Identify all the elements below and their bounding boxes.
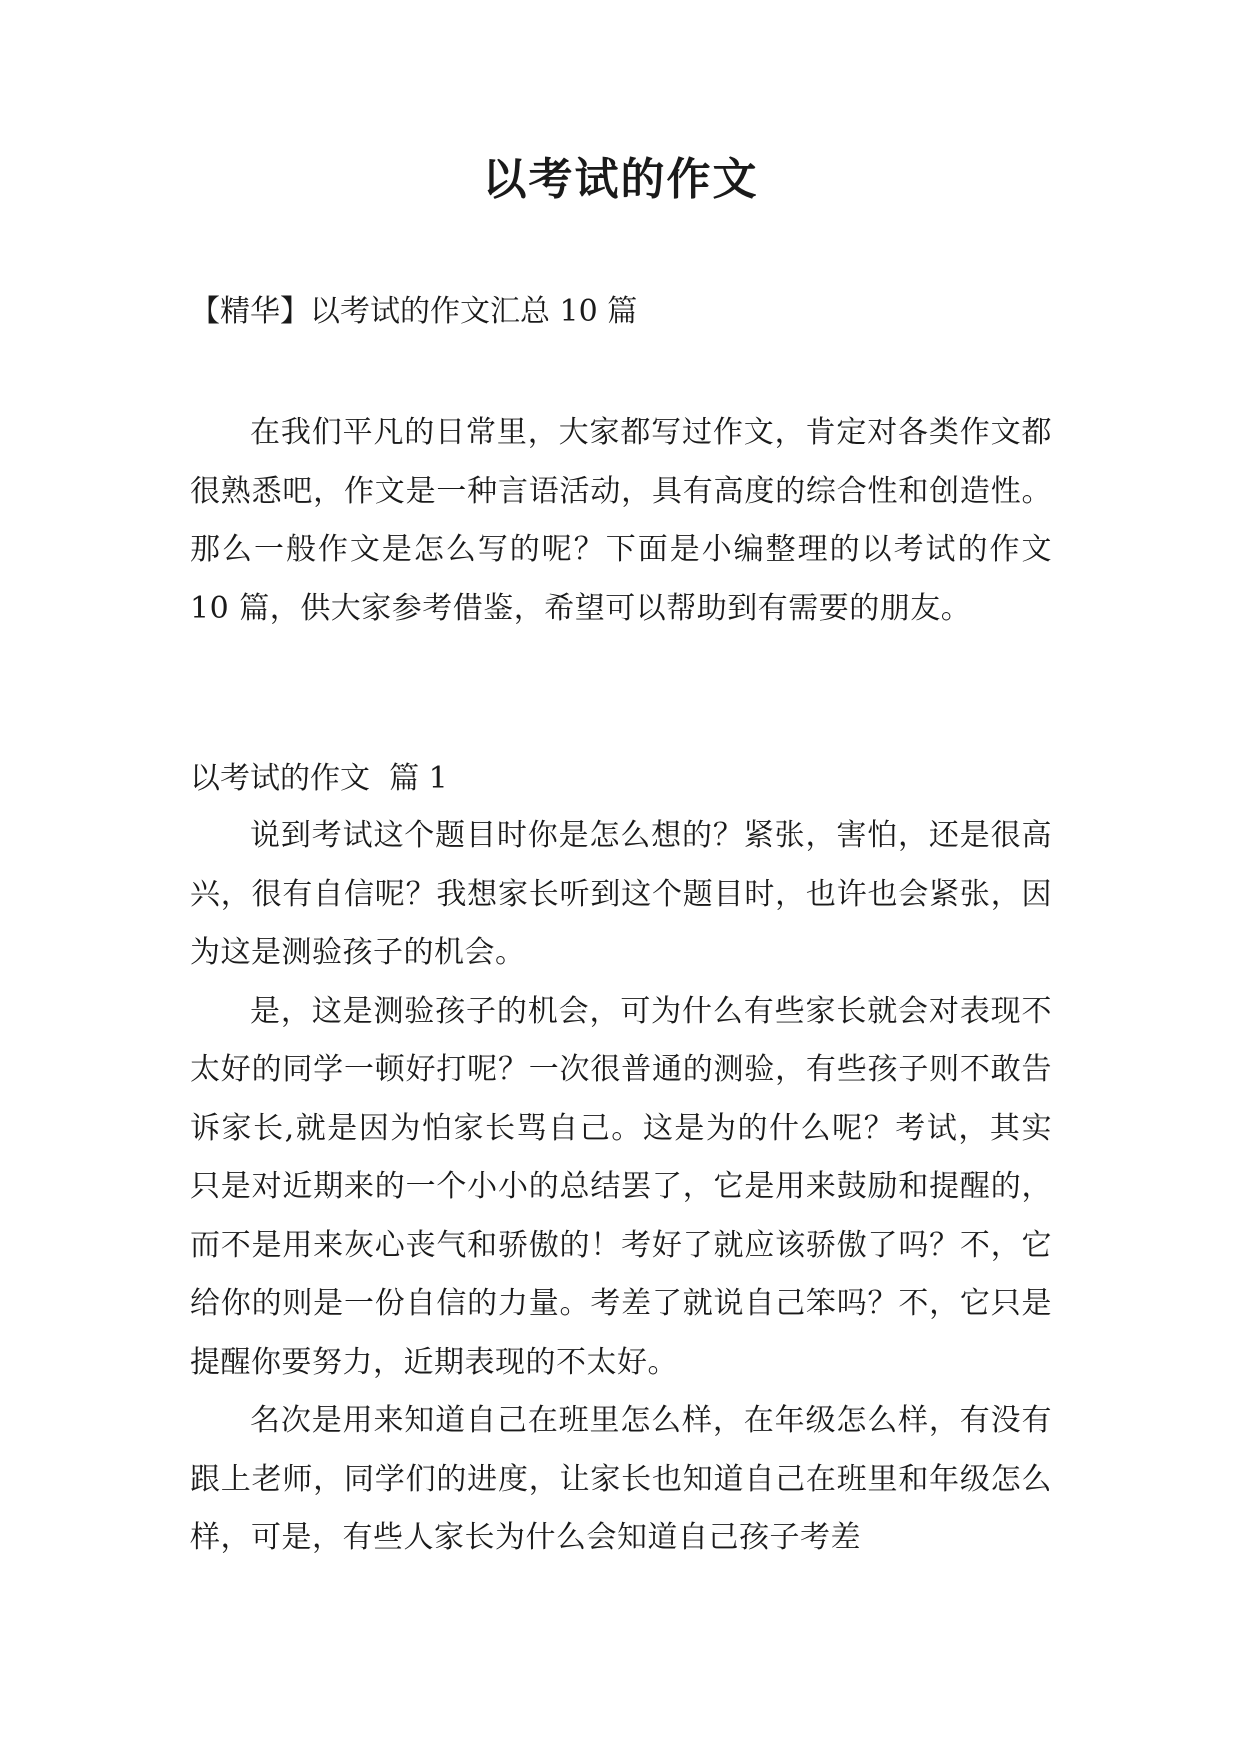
intro-block bbox=[190, 404, 1052, 638]
intro-paragraph: 在我们平凡的日常里，大家都写过作文，肯定对各类作文都很熟悉吧，作文是一种言语活动，具有高度的综合性和创造性。那么一般作文是怎么写的呢？下面是小编整理的以考试的作文 10 篇，供大家参考借鉴，希望可以帮助到有需要的朋友。 bbox=[190, 415, 1052, 626]
body-paragraph: 是，这是测验孩子的机会，可为什么有些家长就会对表现不太好的同学一顿好打呢？一次很普通的测验，有些孩子则不敢告诉家长,就是因为怕家长骂自己。这是为的什么呢？考试，其实只是对近期来的一个小小的总结罢了，它是用来鼓励和提醒的，而不是用来灰心丧气和骄傲的！考好了就应该骄傲了吗？不，它给你的则是一份自信的力量。考差了就说自己笨吗？不，它只是提醒你要努力，近期表现的不太好。 bbox=[190, 993, 1052, 1380]
section-body bbox=[190, 807, 1052, 1568]
body-paragraph: 说到考试这个题目时你是怎么想的？紧张，害怕，还是很高兴，很有自信呢？我想家长听到这个题目时，也许也会紧张，因为这是测验孩子的机会。 bbox=[190, 818, 1052, 970]
document-title: 以考试的作文 bbox=[482, 154, 759, 205]
document-subtitle: 【精华】以考试的作文汇总 10 篇 bbox=[190, 294, 638, 329]
body-paragraph: 名次是用来知道自己在班里怎么样，在年级怎么样，有没有跟上老师，同学们的进度，让家长也知道自己在班里和年级怎么样，可是，有些人家长为什么会知道自己孩子考差 bbox=[190, 1403, 1052, 1555]
section-heading: 以考试的作文 篇 1 bbox=[190, 761, 448, 796]
